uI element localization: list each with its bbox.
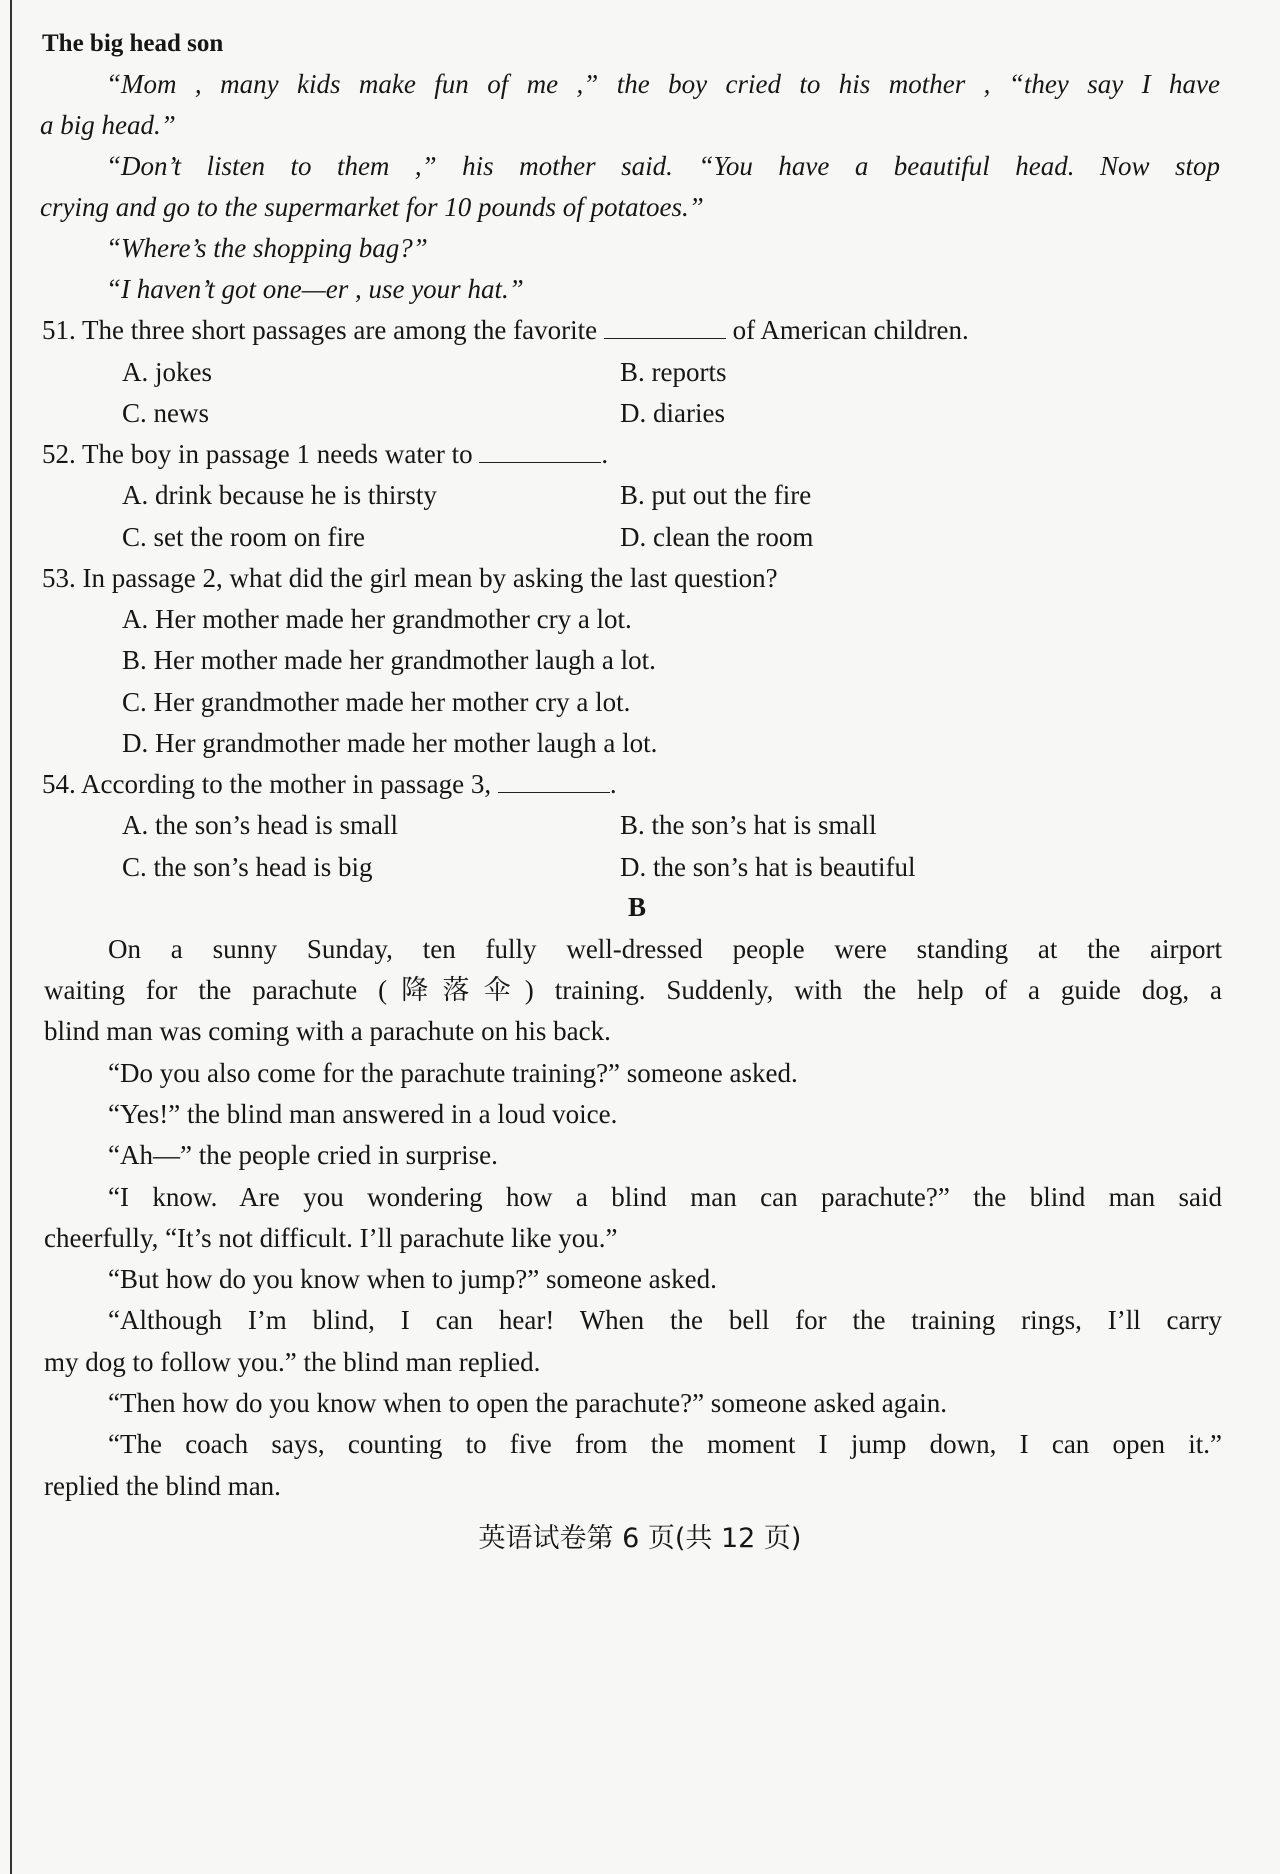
option-b: B. reports [620, 357, 727, 387]
section-b-line: On a sunny Sunday, ten fully well-dressed people were standing at the airport [108, 934, 1222, 964]
passage-line: “Don’t listen to them ,” his mother said. “You have a beautiful head. Now stop [106, 151, 1220, 181]
question-stem-text: of American children. [732, 315, 969, 345]
section-b-line: “The coach says, counting to five from the moment I jump down, I can open it.” [108, 1429, 1222, 1459]
section-b-line: “I know. Are you wondering how a blind man can parachute?” the blind man said [108, 1182, 1222, 1212]
option-d: D. the son’s hat is beautiful [620, 852, 916, 882]
section-b-line: replied the blind man. [44, 1471, 281, 1501]
section-b-line: “Do you also come for the parachute training?” someone asked. [108, 1058, 798, 1088]
answer-blank [498, 770, 610, 793]
passage-line: “I haven’t got one—er , use your hat.” [106, 274, 524, 304]
option-c: C. set the room on fire [122, 522, 365, 552]
section-b-line: “Yes!” the blind man answered in a loud voice. [108, 1099, 618, 1129]
section-b-line: waiting for the parachute (降落伞) training. Suddenly, with the help of a guide dog, a [44, 975, 1222, 1005]
option-d: D. Her grandmother made her mother laugh a lot. [122, 728, 658, 758]
passage-line: a big head.” [40, 110, 176, 140]
question-stem-text: 52. The boy in passage 1 needs water to [42, 439, 473, 469]
question-53-stem: 53. In passage 2, what did the girl mean by asking the last question? [42, 563, 778, 593]
question-51-stem [42, 313, 969, 347]
section-heading: B [628, 892, 647, 922]
question-54-stem [42, 767, 617, 801]
option-d: D. clean the room [620, 522, 814, 552]
option-a: A. the son’s head is small [122, 810, 398, 840]
question-52-stem [42, 437, 608, 471]
option-a: A. jokes [122, 357, 212, 387]
question-stem-text: . [601, 439, 609, 469]
section-b-line: “Ah—” the people cried in surprise. [108, 1140, 498, 1170]
binding-margin-line [10, 0, 12, 1874]
option-c: C. news [122, 398, 209, 428]
section-b-line: my dog to follow you.” the blind man replied. [44, 1347, 541, 1377]
option-a: A. Her mother made her grandmother cry a lot. [122, 604, 632, 634]
passage-line: crying and go to the supermarket for 10 pounds of potatoes.” [40, 192, 704, 222]
option-c: C. Her grandmother made her mother cry a lot. [122, 687, 631, 717]
answer-blank [479, 440, 601, 463]
section-b-line: “Although I’m blind, I can hear! When the bell for the training rings, I’ll carry [108, 1305, 1222, 1335]
option-c: C. the son’s head is big [122, 852, 373, 882]
option-d: D. diaries [620, 398, 725, 428]
section-b-line: “Then how do you know when to open the parachute?” someone asked again. [108, 1388, 947, 1418]
option-a: A. drink because he is thirsty [122, 480, 437, 510]
option-b: B. put out the fire [620, 480, 812, 510]
section-b-line: cheerfully, “It’s not difficult. I’ll parachute like you.” [44, 1223, 618, 1253]
passage-line: “Where’s the shopping bag?” [106, 233, 428, 263]
question-stem-text: . [609, 769, 617, 799]
page-footer: 英语试卷第 6 页(共 12 页) [478, 1523, 802, 1554]
option-b: B. the son’s hat is small [620, 810, 877, 840]
section-b-line: “But how do you know when to jump?” someone asked. [108, 1264, 717, 1294]
answer-blank [604, 316, 726, 339]
option-b: B. Her mother made her grandmother laugh a lot. [122, 645, 656, 675]
question-stem-text: 51. The three short passages are among the favorite [42, 315, 598, 345]
question-stem-text: 54. According to the mother in passage 3, [42, 769, 492, 799]
passage-title: The big head son [42, 30, 224, 57]
section-b-line: blind man was coming with a parachute on his back. [44, 1016, 611, 1046]
passage-line: “Mom , many kids make fun of me ,” the boy cried to his mother , “they say I have [106, 69, 1220, 99]
